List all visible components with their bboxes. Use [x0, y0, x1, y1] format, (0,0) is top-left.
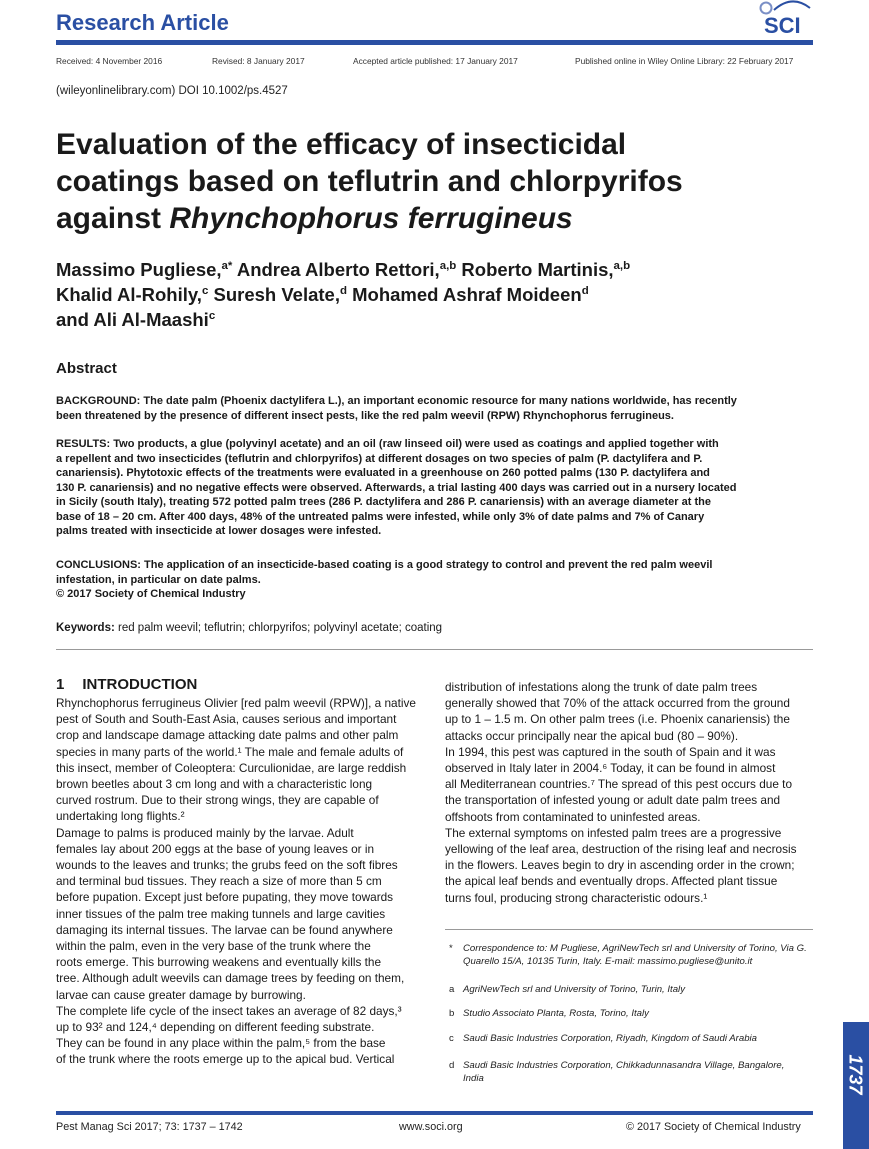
- footnote-affiliation-b: [449, 1008, 813, 1021]
- abstract-line: base of 18 – 20 cm. After 400 days, 48% of the untreated palms were infested, while only 3% of date palms and 7% of Canary: [56, 510, 705, 523]
- keywords-label: Keywords:: [56, 622, 115, 634]
- footnote-divider: [445, 929, 813, 930]
- keywords: [56, 622, 442, 634]
- author-5-aff: d: [339, 284, 347, 297]
- section-heading: [56, 676, 197, 693]
- text-line: Rhynchophorus ferrugineus Olivier [red palm weevil (RPW)], a native: [56, 696, 416, 710]
- author-6-aff: d: [581, 284, 589, 297]
- header-rule: [56, 40, 813, 45]
- text-line: the apical leaf bends and eventually drops. Affected plant tissue: [445, 874, 778, 889]
- abstract-conclusions: [56, 558, 813, 602]
- text-line: larvae can cause greater damage by burrowing.: [56, 987, 306, 1002]
- text-line: turns foul, producing strong characteristic odours.¹: [445, 890, 708, 905]
- text-line: distribution of infestations along the trunk of date palm trees: [445, 680, 758, 694]
- footnote-affiliation-c: [449, 1033, 813, 1046]
- text-line: pest of South and South-East Asia, causes serious and important: [56, 712, 397, 727]
- intro-left-column: [56, 695, 424, 1068]
- abstract-line: © 2017 Society of Chemical Industry: [56, 588, 246, 600]
- text-line: up to 93² and 124,⁴ depending on different feeding substrate.: [56, 1020, 375, 1035]
- title-line-3a: against: [56, 202, 170, 235]
- text-line: They can be found in any place within the palm,⁵ from the base: [56, 1036, 386, 1051]
- text-line: in the flowers. Leaves begin to dry in ascending order in the crown;: [445, 858, 795, 873]
- abstract-line: 130 P. canariensis) and no negative effects were observed. Afterwards, a trial lasting 400 days was carried out in a nursery located: [56, 481, 737, 494]
- footnote-line: Studio Associato Planta, Rosta, Torino, Italy: [463, 1008, 649, 1019]
- footnote-mark: c: [449, 1033, 454, 1044]
- abstract-line: palms treated with insecticide at lower dosages were infested.: [56, 525, 382, 537]
- title-line-3: [56, 200, 796, 237]
- text-line: yellowing of the leaf area, destruction of the rising leaf and necrosis: [445, 842, 797, 857]
- abstract-line: a repellent and two insecticides (teflutrin and chlorpyrifos) at different dosages on two species of palm (P. dactylifera and P.: [56, 452, 703, 465]
- author-5: Suresh Velate,: [208, 284, 340, 305]
- abstract-line: RESULTS: Two products, a glue (polyvinyl acetate) and an oil (raw linseed oil) were used as coatings and applied together with: [56, 438, 719, 450]
- text-line: up to 1 – 1.5 m. On other palm trees (i.e. Phoenix canariensis) the: [445, 712, 790, 727]
- author-3-aff: a,b: [613, 259, 631, 272]
- author-1-aff: a*: [221, 259, 233, 272]
- text-line: The external symptoms on infested palm trees are a progressive: [445, 825, 782, 840]
- footnote-line: Saudi Basic Industries Corporation, Chikkadunnasandra Village, Bangalore,: [463, 1060, 785, 1071]
- text-line: roots emerge. This burrowing weakens and eventually kills the: [56, 955, 382, 970]
- section-label: Research Article: [56, 10, 229, 35]
- text-line: inner tissues of the palm tree making tunnels and large cavities: [56, 906, 386, 921]
- author-4-aff: c: [201, 284, 209, 297]
- text-line: observed in Italy later in 2004.⁶ Today, it can be found in almost: [445, 761, 776, 776]
- abstract-heading: Abstract: [56, 360, 117, 377]
- website-link[interactable]: www.soci.org: [399, 1121, 463, 1133]
- text-line: curved rostrum. Due to their strong wings, they are capable of: [56, 793, 379, 808]
- text-line: and terminal bud tissues. They reach a size of more than 5 cm: [56, 874, 382, 889]
- footnote-mark: *: [449, 943, 453, 954]
- revised-date: Revised: 8 January 2017: [212, 56, 305, 66]
- text-line: In 1994, this pest was captured in the south of Spain and it was: [445, 744, 776, 759]
- footnote-line: Saudi Basic Industries Corporation, Riyadh, Kingdom of Saudi Arabia: [463, 1033, 758, 1044]
- received-date: Received: 4 November 2016: [56, 56, 163, 66]
- section-title: INTRODUCTION: [82, 676, 198, 693]
- text-line: within the palm, even in the very base of the trunk where the: [56, 939, 371, 954]
- text-line: generally showed that 70% of the attack occurred from the ground: [445, 696, 790, 711]
- footnote-correspondence: [449, 943, 813, 968]
- page-number-tab: [843, 1022, 869, 1149]
- text-line: brown beetles about 3 cm long and with a characteristic long: [56, 777, 373, 792]
- author-7: and Ali Al-Maashi: [56, 309, 209, 330]
- footnote-line: Correspondence to: M Pugliese, AgriNewTech srl and University of Torino, Via G.: [463, 943, 807, 954]
- text-line: before pupation. Except just before pupating, they move towards: [56, 890, 394, 905]
- text-line: damaging its internal tissues. The larvae can be found anywhere: [56, 922, 393, 937]
- text-line: undertaking long flights.²: [56, 809, 185, 824]
- footnote-affiliation-d: [449, 1060, 813, 1085]
- text-line: Damage to palms is produced mainly by the larvae. Adult: [56, 825, 354, 840]
- text-line: attacks occur principally near the apical bud (80 – 90%).: [445, 728, 739, 743]
- article-title: [56, 126, 796, 237]
- accepted-date: Accepted article published: 17 January 2017: [353, 56, 518, 66]
- author-7-aff: c: [208, 309, 216, 322]
- footnote-line: India: [463, 1072, 484, 1084]
- author-3: Roberto Martinis,: [456, 259, 614, 280]
- title-line-2: coatings based on teflutrin and chlorpyrifos: [56, 165, 683, 198]
- doi[interactable]: (wileyonlinelibrary.com) DOI 10.1002/ps.4527: [56, 85, 288, 97]
- footnote-mark: a: [449, 984, 455, 995]
- sci-logo: [752, 0, 812, 36]
- footnote-mark: d: [449, 1060, 455, 1071]
- text-line: wounds to the leaves and trunks; the grubs feed on the soft fibres: [56, 858, 398, 873]
- text-line: offshoots from contaminated to uninfested areas.: [445, 809, 701, 824]
- abstract-line: BACKGROUND: The date palm (Phoenix dactylifera L.), an important economic resource for many nations worldwide, has recently: [56, 395, 737, 407]
- text-line: crop and landscape damage attacking date palms and other palm: [56, 728, 399, 743]
- author-4: Khalid Al-Rohily,: [56, 284, 202, 305]
- text-line: all Mediterranean countries.⁷ The spread of this pest occurs due to: [445, 777, 793, 792]
- text-line: the transportation of infested young or adult date palm trees and: [445, 793, 781, 808]
- abstract-line: canariensis). Phytotoxic effects of the treatments were evaluated in a greenhouse on 260 potted palms (130 P. dactylifera and: [56, 467, 710, 479]
- footnote-affiliation-a: [449, 984, 813, 997]
- section-number: 1: [56, 676, 65, 693]
- published-date: Published online in Wiley Online Library: 22 February 2017: [575, 56, 794, 66]
- footer-copyright: © 2017 Society of Chemical Industry: [626, 1121, 801, 1133]
- keywords-list: red palm weevil; teflutrin; chlorpyrifos; polyvinyl acetate; coating: [114, 622, 443, 634]
- author-6: Mohamed Ashraf Moideen: [346, 284, 582, 305]
- journal-citation: Pest Manag Sci 2017; 73: 1737 – 1742: [56, 1121, 243, 1133]
- footnote-line[interactable]: Quarello 15/A, 10135 Turin, Italy. E-mail: massimo.pugliese@unito.it: [463, 955, 753, 967]
- footer-rule: [56, 1111, 813, 1115]
- author-2-aff: a,b: [439, 259, 457, 272]
- author-list: [56, 257, 796, 332]
- abstract-line: CONCLUSIONS: The application of an insecticide-based coating is a good strategy to control and prevent the red palm weevil: [56, 559, 713, 571]
- text-line: this insect, member of Coleoptera: Curculionidae, are large reddish: [56, 760, 407, 775]
- author-1: Massimo Pugliese,: [56, 259, 222, 280]
- page-number: 1737: [845, 1054, 866, 1095]
- text-line: of the trunk where the roots emerge up to the apical bud. Vertical: [56, 1052, 395, 1067]
- abstract-results: [56, 437, 813, 539]
- footnote-mark: b: [449, 1008, 455, 1019]
- abstract-line: in Sicily (south Italy), treating 572 potted palm trees (286 P. dactylifera and 286 P. canariensis) with an average diameter at the: [56, 496, 711, 508]
- abstract-line: infestation, in particular on date palms.: [56, 573, 261, 586]
- text-line: females lay about 200 eggs at the base of young leaves or in: [56, 841, 375, 856]
- intro-right-column: [445, 679, 813, 906]
- footnote-line: AgriNewTech srl and University of Torino, Turin, Italy: [463, 984, 685, 995]
- author-2: Andrea Alberto Rettori,: [232, 259, 440, 280]
- abstract-background: [56, 394, 813, 423]
- text-line: species in many parts of the world.¹ The male and female adults of: [56, 744, 404, 759]
- title-species: Rhynchophorus ferrugineus: [169, 202, 573, 235]
- text-line: The complete life cycle of the insect takes an average of 82 days,³: [56, 1003, 402, 1018]
- abstract-line: been threatened by the presence of different insect pests, like the red palm weevil (RPW) Rhynchophorus ferrugineus.: [56, 409, 674, 422]
- abstract-divider: [56, 649, 813, 650]
- text-line: tree. Although adult weevils can damage trees by feeding on them,: [56, 971, 405, 986]
- logo-text: SCI: [764, 13, 801, 36]
- title-line-1: Evaluation of the efficacy of insecticidal: [56, 128, 627, 161]
